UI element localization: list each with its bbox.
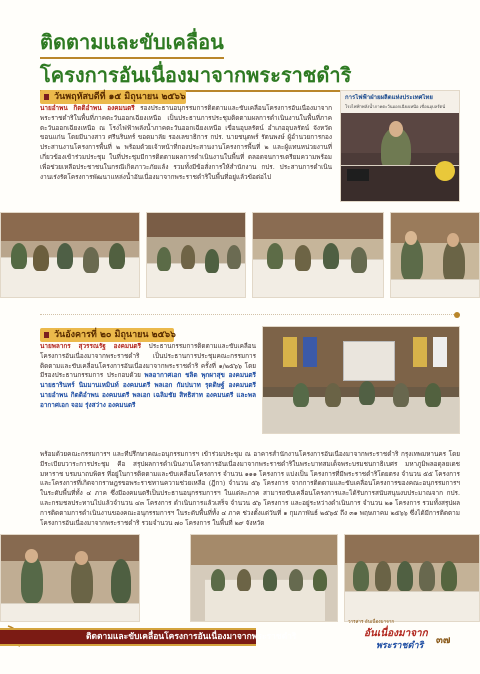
footer-bar [0, 628, 297, 646]
logo-line-2: พระราชดำริ [376, 641, 424, 651]
presentation-screen [343, 341, 395, 381]
footer-title: ติดตามและขับเคลื่อนโครงการอันเนื่องมาจากพระราชดำริ [86, 632, 297, 642]
section2-paragraph-body [40, 450, 460, 530]
section-divider [40, 314, 460, 315]
section1-lead-name: นายอำพน กิตติอำพน องคมนตรี [40, 104, 135, 112]
magazine-logo [348, 618, 432, 652]
section2-paragraph-intro [40, 342, 256, 450]
section2-lead-name: นายพลากร สุวรรณรัฐ องคมนตรี [40, 342, 142, 350]
banner-title: การไฟฟ้าฝ่ายผลิตแห่งประเทศไทย [345, 94, 433, 101]
section1-photo-3 [252, 212, 384, 298]
section2-body-a: ประธานกรรมการติดตามและขับเคลื่อนโครงการอันเนื่องมาจากพระราชดำริ เป็นประธานการประชุมคณะกรรมการติดตามและขับเคลื่อนโครงการอันเนื่องมาจากพระราชดำริ ครั้งที่ ๑/๒๕๖๖ โดยมีรองประธานกรรมการ ประกอบด้วย [40, 342, 256, 380]
section2-vice-chairs: พลอากาศเอก ชลิต พุกผาสุข องคมนตรี นายธารินทร์ นิมมานเหมินท์ องคมนตรี พลเอก กัมปนาท รุดดิษฐ์ องคมนตรี นายอำพน กิตติอำพน องคมนตรี พลเอก เฉลิมชัย สิทธิสาท องคมนตรี และพลอากาศเอก จอม รุ่งสว่าง องคมนตรี [40, 371, 256, 409]
section1-photo-4 [390, 212, 480, 298]
section1-date-chip: วันพฤหัสบดีที่ ๑๕ มิถุนายน ๒๕๖๖ [40, 90, 186, 104]
section2-hero-photo [262, 326, 460, 434]
title-line-1: ติดตามและขับเคลื่อน [40, 28, 224, 59]
section1-photo-1 [0, 212, 140, 298]
section1-paragraph [40, 104, 332, 208]
section2-body-b: พร้อมด้วยคณะกรรมการฯ และที่ปรึกษาคณะอนุกรรมการฯ เข้าร่วมประชุม ณ อาคารสำนักงานโครงการอันเนื่องมาจากพระราชดำริ กรุงเทพมหานคร โดยมีระเบียบวาระการประชุม คือ สรุปผลการดำเนินงานโครงการอันเนื่องมาจากพระราชดำริในพระบาทสมเด็จพระบรมชนกาธิเบศร มหาภูมิพลอดุลยเดชมหาราช บรมนาถบพิตร ที่อยู่ในการติดตามและขับเคลื่อนโครงการ จำนวน ๑๑๑ โครงการ แบ่งเป็น โครงการที่มีพระราชดำริโดยตรง จำนวน ๕๕ โครงการ และโครงการที่เกิดจากราษฎรขอพระราชทานความช่วยเหลือ (ฎีกา) จำนวน ๕๖ โครงการ จากการติดตามและขับเคลื่อนโครงการของคณะอนุกรรมการฯ ในระดับพื้นที่ทั้ง ๔ ภาค ซึ่งมีองคมนตรีเป็นประธานอนุกรรมการฯ ในแต่ละภาค สามารถขับเคลื่อนโครงการและได้รับการสนับสนุนงบประมาณจาก กปร. และกรมชลประทานไปแล้วจำนวน ๔๓ โครงการ ดำเนินการแล้วเสร็จ จำนวน ๕๖ โครงการ และอยู่ระหว่างดำเนินการ จำนวน ๒๑ โครงการ รวมทั้งสรุปผลการติดตามการดำเนินงานของคณะอนุกรรมการฯ ในระดับพื้นที่ทั้ง ๔ ภาค ช่วงตั้งแต่วันที่ ๑ กุมภาพันธ์ ๒๕๖๕ ถึง ๓๑ พฤษภาคม ๒๕๖๖ ซึ่งได้มีการติดตามโครงการอันเนื่องมาจากพระราชดำริ รวมจำนวน ๗๐ โครงการ ในพื้นที่ ๒๙ จังหวัด [40, 450, 460, 527]
page-number: ๓๗ [436, 635, 451, 646]
section1-photo-2 [146, 212, 246, 298]
egat-banner [341, 91, 459, 113]
section2-photo-3 [344, 534, 480, 622]
section1-hero-photo [340, 90, 460, 202]
title-line-2: โครงการอันเนื่องมาจากพระราชดำริ [40, 61, 351, 92]
banner-subtitle: โรงไฟฟ้าพลังน้ำภาคตะวันออกเฉียงเหนือ เขื่อนอุบลรัตน์ [345, 104, 446, 109]
page-title [40, 28, 351, 92]
section2-date-chip: วันอังคารที่ ๒๐ มิถุนายน ๒๕๖๖ [40, 328, 174, 342]
logo-line-1: อันเนื่องมาจาก [364, 628, 428, 639]
logo-caption: วารสาร อันเนื่องมาจาก [348, 620, 395, 625]
section2-photo-1 [0, 534, 140, 622]
section1-body: รองประธานอนุกรรมการติดตามและขับเคลื่อนโครงการอันเนื่องมาจากพระราชดำริในพื้นที่ภาคตะวันออกเฉียงเหนือ เป็นประธานการประชุมติดตามผลการดำเนินงานในพื้นที่ภาคตะวันออกเฉียงเหนือ ณ โรงไฟฟ้าพลังน้ำภาคตะวันออกเฉียงเหนือ เขื่อนอุบลรัตน์ อำเภออุบลรัตน์ จังหวัดขอนแก่น โดยมีนางสาว ศรีนรินทร์ ขอดมาลัย รองเลขาธิการ กปร. นายชนุตพร์ รัตนพงษ์ ผู้อำนวยการกองประสานงานโครงการพื้นที่ ๒ พร้อมด้วยเจ้าหน้าที่กองประสานงานโครงการพื้นที่ ๒ และผู้แทนหน่วยงานที่เกี่ยวข้องเข้าร่วมประชุม ในที่ประชุมมีการติดตามผลการดำเนินงานในพื้นที่ ตลอดจนการเตรียมความพร้อมเพื่อช่วยเหลือประชาชนในกรณีเกิดภาวะภัยแล้ง รวมทั้งมีข้อสั่งการให้สำนักงาน กปร. ประสานการดำเนินงานเร่งรัดโครงการพัฒนาแหล่งน้ำอันเนื่องมาจากพระราชดำริในพื้นที่อยู่แล้วข้อต่อไป [40, 104, 332, 181]
section2-photo-2 [190, 534, 338, 622]
